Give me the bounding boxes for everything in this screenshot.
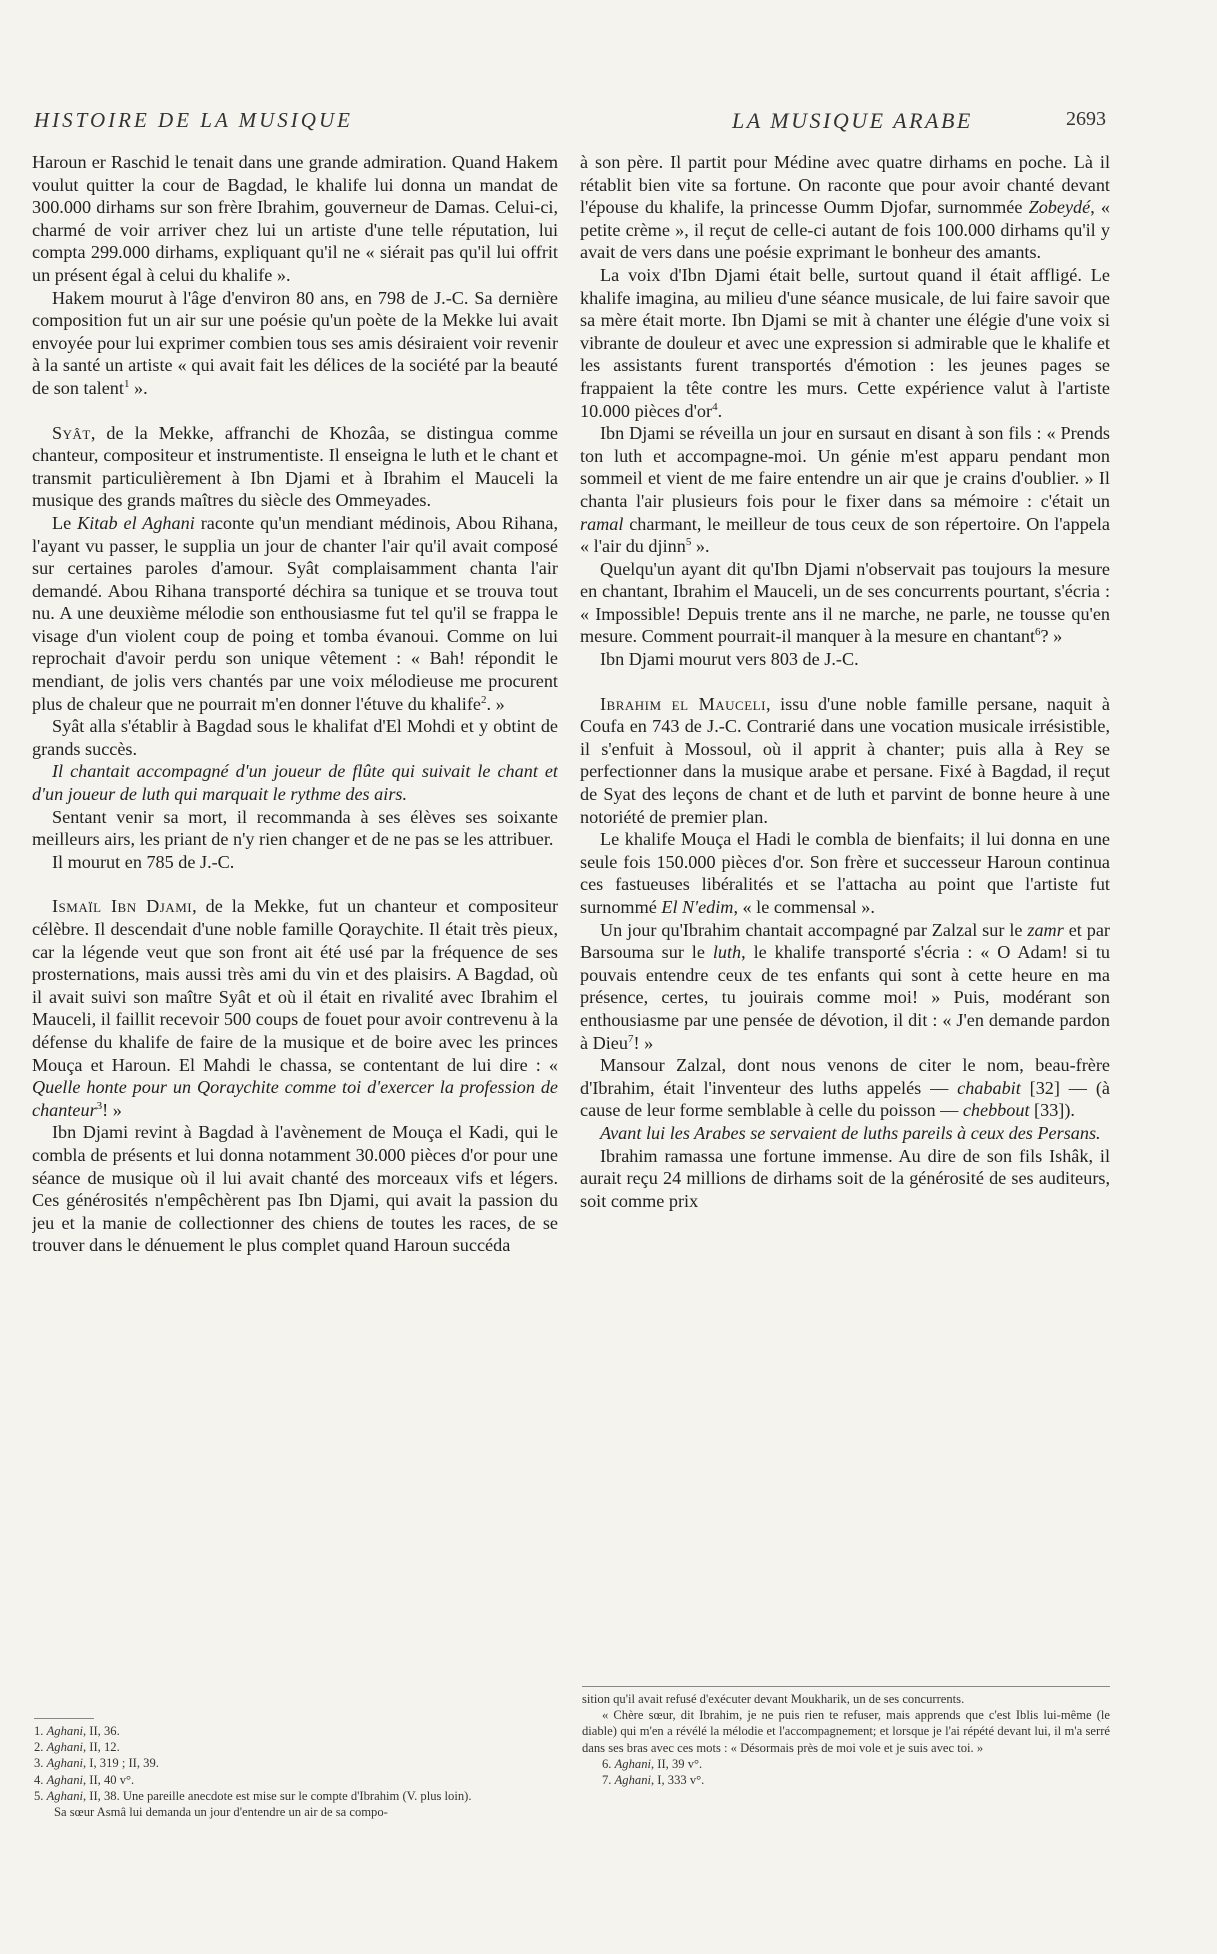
paragraph: Avant lui les Arabes se servaient de luths pareils à ceux des Persans. (600, 1122, 1101, 1143)
footnote-ref: 4 (712, 400, 718, 413)
footnote: 6. Aghani, II, 39 v°. (602, 1756, 703, 1771)
person-name: Ibrahim el Mauceli (600, 693, 766, 714)
term: luth (712, 942, 742, 963)
paragraph: Ibrahim el Mauceli, issu d'une noble famille persane, naquit à Coufa en 743 de J.-C. Contrarié dans une vocation musicale irrésistible, il s'enfuit à Mossoul, où il apprit à chanter; puis alla à Rey se perfectionner dans la musique arabe et persane. Fixé à Bagdad, il reçut de Syat des leçons de chant et de luth et parvint de bonne heure à une notoriété de premier plan. (580, 693, 1110, 827)
footnote-separator (34, 1718, 94, 1719)
paragraph: Sentant venir sa mort, il recommanda à ses élèves ses soixante meilleurs airs, les priant de n'y rien changer et de ne pas se les attribuer. (32, 806, 558, 850)
paragraph: Ibn Djami mourut vers 803 de J.-C. (600, 649, 859, 670)
footnote: 1. Aghani, II, 36. (34, 1724, 120, 1738)
paragraph: Le khalife Mouça el Hadi le combla de bienfaits; il lui donna en une seule fois 150.000 pièces d'or. Son frère et successeur Haroun continua ces fastueuses libéralités et se l'attacha au point que l'artiste fut surnommé El N'edim, « le commensal ». (580, 829, 1110, 917)
footnote-ref: 3 (96, 1099, 103, 1112)
footnote: 4. Aghani, II, 40 v°. (34, 1772, 135, 1787)
footnote-separator (582, 1686, 1110, 1687)
paragraph: Le Kitab el Aghani raconte qu'un mendiant médinois, Abou Rihana, l'ayant vu passer, le supplia un jour de chanter l'air qu'il avait composé sur certaines paroles d'amour. Syât complaisamment chanta l'air demandé. Abou Rihana transporté déchira sa tunique et se trouva tout nu. A une deuxième mélodie son enthousiasme fut tel qu'il se frappa le visage d'un violent coup de poing et tomba évanoui. Comme on lui reprochait d'avoir perdu son unique vêtement : « Bah! répondit le mendiant, de jolis vers chantés par une voix mélodieuse me procurent plus de chaleur que ne pourrait m'en donner l'étuve du khalife$^2$. » (32, 512, 558, 714)
footnote-quote: « Chère sœur, dit Ibrahim, je ne puis rien te refuser, mais apprends que c'est Iblis lui-même (le diable) qui m'en a révélé la mélodie et l'accompagnement; et lorsque je l'ai répété devant lui, il m'a serré dans ses bras avec ces mots : « Désormais près de moi vole et je suis avec toi. » (582, 1708, 1110, 1755)
paragraph: Mansour Zalzal, dont nous venons de citer le nom, beau-frère d'Ibrahim, était l'inventeur des luths appelés — chababit [32] — (à cause de leur forme semblable à celle du poisson — chebbout [33]). (580, 1055, 1110, 1121)
paragraph: Ibrahim ramassa une fortune immense. Au dire de son fils Ishâk, il aurait reçu 24 millions de dirhams soit de la générosité de ses auditeurs, soit comme prix (580, 1145, 1110, 1211)
paragraph: à son père. Il partit pour Médine avec quatre dirhams en poche. Là il rétablit bien vite sa fortune. On raconte que pour avoir chanté devant l'épouse du khalife, la princesse Oumm Djofar, surnommée Zobeydé, « petite crème », il reçut de celle-ci autant de fois 100.000 dirhams qu'il y avait de vers dans une poésie exprimant le bonheur des amants. (580, 152, 1110, 263)
paragraph: Un jour qu'Ibrahim chantait accompagné par Zalzal sur le zamr et par Barsouma sur le luth, le khalife transporté s'écria : « O Adam! si tu pouvais entendre ceux de tes enfants qui sont à cette heure en ma présence, certes, tu jouirais comme moi! » Puis, modérant son enthousiasme par une pensée de dévotion, il dit : « J'en demande pardon à Dieu$^7$! » (580, 919, 1110, 1053)
header-book-title: HISTOIRE DE LA MUSIQUE (34, 108, 353, 132)
header-chapter-title: LA MUSIQUE ARABE (732, 108, 973, 133)
term: chebbout (962, 1100, 1030, 1121)
paragraph: Ismaïl Ibn Djami, de la Mekke, fut un chanteur et compositeur célèbre. Il descendait d'une noble famille Qoraychite. Il était très pieux, car la légende veut que son front ait été usé par la fréquence de ses prosternations, mais aussi très ami du vin et des plaisirs. A Bagdad, où il avait suivi son maître Syât et où il était en rivalité avec Ibrahim el Mauceli, il faillit recevoir 500 coups de fouet pour avoir contrevenu à la défense du khalife de faire de la musique et de boire avec les princes Mouça et Haroun. El Mahdi le chassa, se contentant de lui dire : « Quelle honte pour un Qoraychite comme toi d'exercer la profession de chanteur$^3$! » (32, 896, 558, 1120)
paragraph: Ibn Djami se réveilla un jour en sursaut en disant à son fils : « Prends ton luth et accompagne-moi. Un génie m'est apparu pendant mon sommeil et vient de me faire entendre un air que je crains d'oublier. » Il chanta l'air plusieurs fois pour le fixer dans sa mémoire : c'était un ramal charmant, le meilleur de tous ceux de son répertoire. On l'appela « l'air du djinn$^5$ ». (580, 423, 1110, 557)
running-header (34, 108, 1110, 138)
person-name: Ismaïl Ibn Djami (52, 896, 193, 917)
paragraph: Il chantait accompagné d'un joueur de flûte qui suivait le chant et d'un joueur de luth qui marquait le rythme des airs. (32, 761, 558, 805)
footnote-ref: 6 (1035, 626, 1041, 639)
footnote: 3. Aghani, I, 319 ; II, 39. (34, 1756, 159, 1771)
footnote-ref: 7 (627, 1032, 634, 1045)
paragraph: Syât, de la Mekke, affranchi de Khozâa, se distingua comme chanteur, compositeur et instrumentiste. Il enseigna le luth et le chant et transmit particulièrement à Ibn Djami et à Ibrahim el Mauceli la musique des grands maîtres du siècle des Ommeyades. (32, 422, 558, 511)
footnote-continuation: Sa sœur Asmâ lui demanda un jour d'entendre un air de sa compo- (54, 1805, 388, 1820)
footnote: 7. Aghani, I, 333 v°. (602, 1773, 705, 1788)
footnote: 2. Aghani, II, 12. (34, 1740, 120, 1755)
paragraph: Hakem mourut à l'âge d'environ 80 ans, en 798 de J.-C. Sa dernière composition fut un air sur une poésie qu'un poète de la Mekke lui avait envoyée pour lui exprimer combien tous ses amis désiraient voir revenir à la santé un artiste « qui avait fait les délices de la société par la beauté de son talent$^1$ ». (32, 287, 558, 398)
footnote: 5. Aghani, II, 38. Une pareille anecdote est mise sur le compte d'Ibrahim (V. plus loin). (34, 1788, 472, 1803)
paragraph: Syât alla s'établir à Bagdad sous le khalifat d'El Mohdi et y obtint de grands succès. (32, 716, 558, 759)
paragraph: La voix d'Ibn Djami était belle, surtout quand il était affligé. Le khalife imagina, au milieu d'une séance musicale, de lui faire savoir que sa mère était morte. Ibn Djami se mit à chanter une élégie d'une voix si vibrante de douleur et avec une expression si admirable que le khalife et les assistants furent transportés d'émotion : les jeunes pages se frappaient la tête contre les murs. Cette expérience valut à l'artiste 10.000 pièces $d'or^4$. (580, 264, 1110, 421)
footnotes-right (582, 1686, 1110, 1788)
quote: Quelle honte pour un Qoraychite comme toi d'exercer la profession de chanteur (32, 1077, 558, 1120)
footnotes-left (34, 1718, 560, 1820)
footnote-ref: 2 (480, 693, 487, 706)
paragraph: Quelqu'un ayant dit qu'Ibn Djami n'observait pas toujours la mesure en chantant, Ibrahim el Mauceli, un de ses concurrents pourtant, s'écria : « Impossible! Depuis trente ans il ne marche, ne parle, ne tousse qu'en mesure. Comment pourrait-il manquer à la mesure en chantant$^6$? » (580, 558, 1110, 647)
footnote-ref: 5 (685, 536, 692, 549)
left-column (32, 151, 558, 1705)
footnote-ref: 1 (123, 377, 130, 390)
paragraph: Il mourut en 785 de J.-C. (52, 851, 235, 872)
term: ramal (580, 513, 624, 534)
nickname: El N'edim (661, 897, 734, 917)
paragraph: Ibn Djami revint à Bagdad à l'avènement de Mouça el Kadi, qui le combla de présents et lui donna notamment 30.000 pièces d'or pour une séance de musique où il lui avait chanté des morceaux vifs et légers. Ces générosités n'empêchèrent pas Ibn Djami, qui avait la passion du jeu et la manie de collectionner des chiens de toutes les races, de se trouver dans le dénuement le plus complet quand Haroun succéda (32, 1122, 558, 1256)
term: zamr (1027, 919, 1064, 940)
book-title: Kitab el Aghani (77, 512, 195, 533)
footnote-continuation: sition qu'il avait refusé d'exécuter devant Moukharik, un de ses concurrents. (582, 1692, 965, 1706)
term: chababit (957, 1077, 1021, 1098)
right-column (580, 151, 1110, 1679)
person-name: Syât (52, 422, 91, 443)
person-name: Zobeydé (1028, 197, 1091, 218)
page-number: 2693 (1066, 108, 1106, 130)
paragraph: Haroun er Raschid le tenait dans une grande admiration. Quand Hakem voulut quitter la cour de Bagdad, le khalife lui donna un mandat de 300.000 dirhams sur son frère Ibrahim, gouverneur de Damas. Celui-ci, charmé de voir arriver chez lui un artiste d'une telle réputation, lui compta 299.000 dirhams, expliquant qu'il ne « siérait pas qu'il lui offrit un présent égal à celui du khalife ». (32, 152, 558, 285)
